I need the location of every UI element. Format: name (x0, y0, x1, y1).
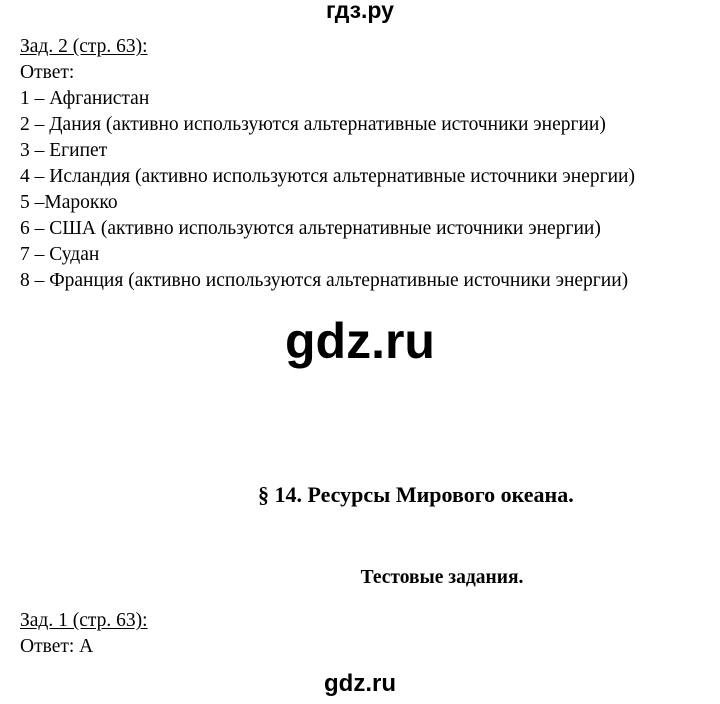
task-2-header: Зад. 2 (стр. 63): (20, 36, 148, 57)
answer-item-3: 3 – Египет (20, 140, 108, 161)
answer-item-5: 5 –Марокко (20, 192, 118, 213)
answer-item-1: 1 – Афганистан (20, 88, 150, 109)
task-1-header: Зад. 1 (стр. 63): (20, 610, 148, 631)
watermark-top: гдз.ру (326, 0, 394, 23)
answer-item-7: 7 – Судан (20, 244, 100, 265)
answer-item-4: 4 – Исландия (активно используются альтернативные источники энергии) (20, 166, 635, 187)
test-tasks-heading: Тестовые задания. (360, 567, 524, 588)
answer-item-8: 8 – Франция (активно используются альтернативные источники энергии) (20, 270, 629, 291)
task-1-answer: Ответ: А (20, 636, 94, 657)
watermark-middle: gdz.ru (285, 313, 435, 369)
task-2-answer-label: Ответ: (20, 62, 75, 83)
answer-item-6: 6 – США (активно используются альтернативные источники энергии) (20, 218, 601, 239)
task-2-block (20, 34, 635, 294)
section-heading: § 14. Ресурсы Мирового океана. (258, 482, 574, 507)
answer-item-2: 2 – Дания (активно используются альтернативные источники энергии) (20, 114, 606, 135)
watermark-bottom: gdz.ru (324, 670, 396, 697)
task-1-block (20, 608, 148, 660)
